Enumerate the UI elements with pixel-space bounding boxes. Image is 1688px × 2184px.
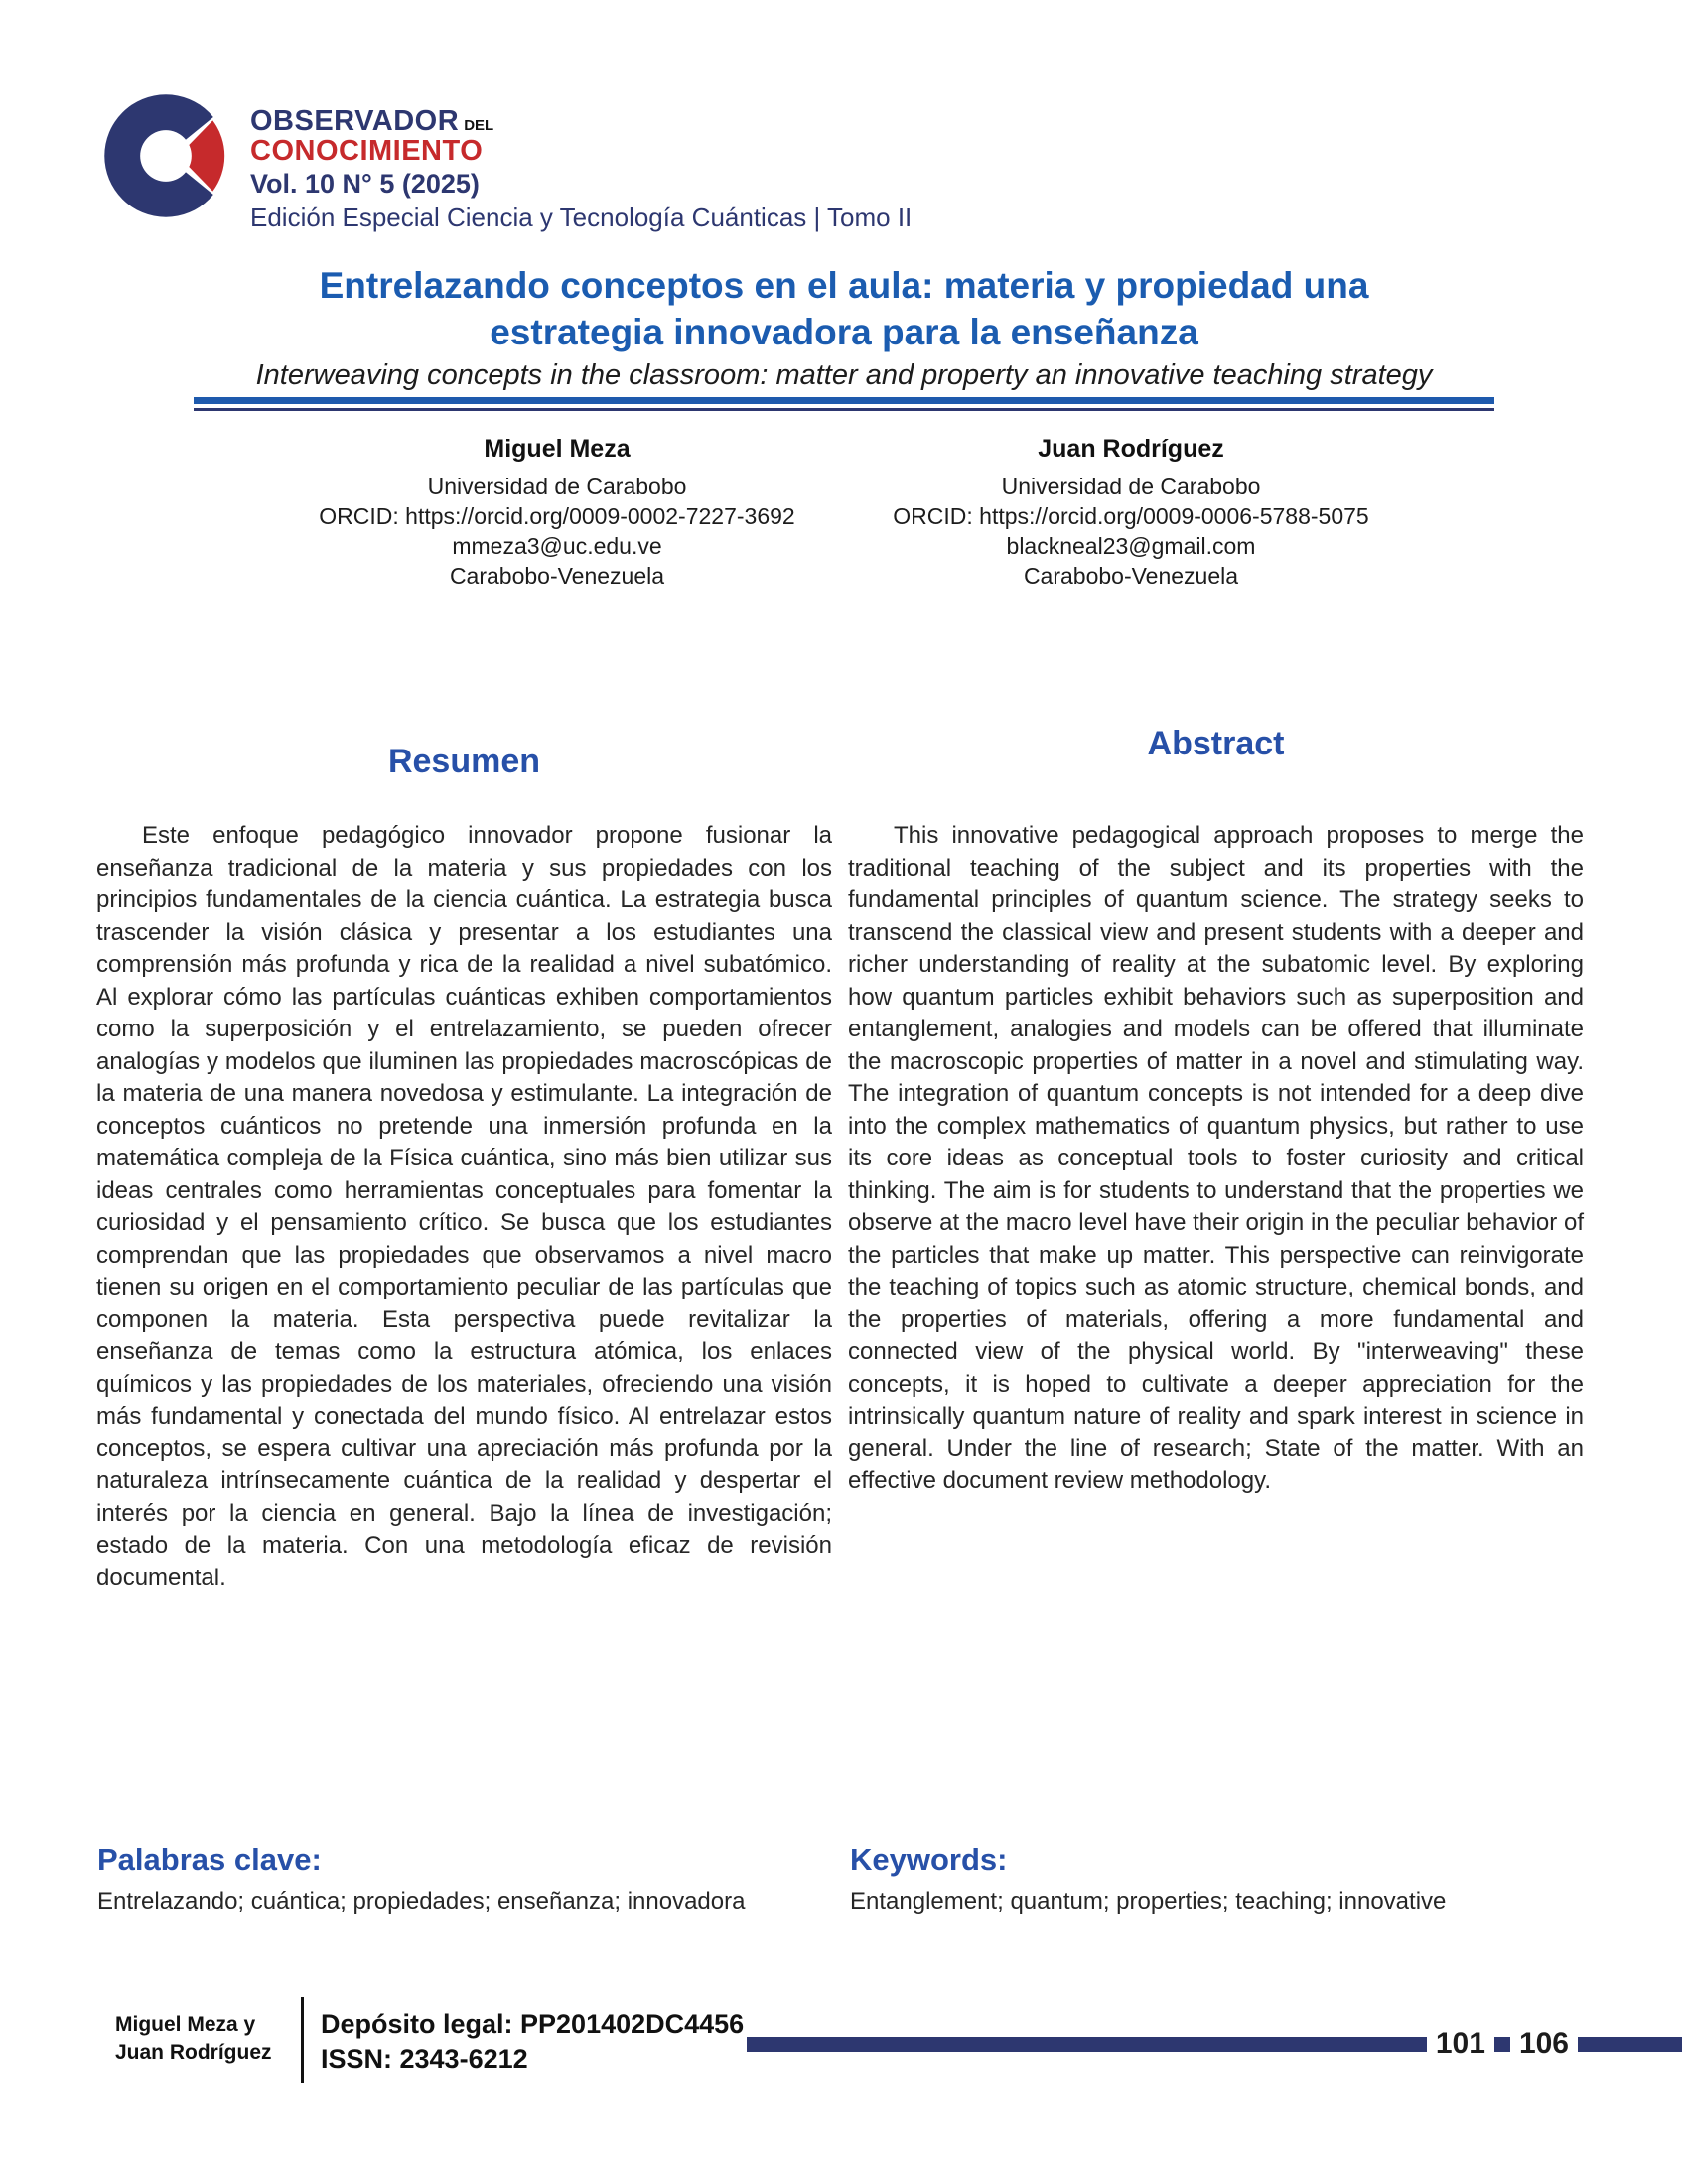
abstract-column [848, 707, 1584, 1594]
footer-authors [115, 2011, 272, 2067]
title-divider [194, 397, 1494, 411]
author-location: Carabobo-Venezuela [449, 563, 665, 589]
footer-bar-left [747, 2037, 1427, 2052]
palabras-clave-heading: Palabras clave: [97, 1843, 322, 1877]
journal-name-observador: OBSERVADOR [250, 105, 460, 137]
keywords-block [850, 1843, 1446, 1916]
abstract-columns [96, 707, 1584, 1594]
journal-name-del: DEL [464, 117, 494, 134]
issn: ISSN: 2343-6212 [321, 2044, 528, 2074]
journal-name-line [250, 105, 912, 138]
palabras-clave-list: Entrelazando; cuántica; propiedades; enseñanza; innovadora [97, 1888, 746, 1915]
author-orcid: ORCID: https://orcid.org/0009-0002-7227-3692 [319, 503, 795, 529]
keywords-list: Entanglement; quantum; properties; teaching; innovative [850, 1888, 1447, 1915]
footer-pagebar [747, 2027, 1682, 2061]
volume-info: Vol. 10 N° 5 (2025) [250, 169, 480, 199]
title-divider-thin-line [194, 408, 1494, 411]
author-name: Juan Rodríguez [1038, 435, 1224, 463]
footer-vertical-divider [301, 1997, 304, 2083]
title-divider-thick-line [194, 397, 1494, 404]
resumen-heading: Resumen [387, 743, 541, 780]
author-affiliation: Universidad de Carabobo [427, 474, 687, 499]
page-start: 101 [1435, 2027, 1485, 2060]
author-block-1 [294, 435, 820, 591]
footer-legal [321, 2007, 744, 2077]
resumen-body: Este enfoque pedagógico innovador propone fusionar la enseñanza tradicional de la materia y sus propiedades con los principios fundamentales de la ciencia cuántica. La estrategia busca trascender la visión clásica y presentar a los estudiantes una comprensión más profunda y rica de la realidad a nivel subatómico. Al explorar cómo las partículas cuánticas exhiben comportamientos como la superposición y el entrelazamiento, se pueden ofrecer analogías y modelos que iluminen las propiedades macroscópicas de la materia de una manera novedosa y estimulante. La integración de conceptos cuánticos no pretende una inmersión profunda en la matemática compleja de la Física cuántica, sino más bien utilizar sus ideas centrales como herramientas conceptuales para fomentar la curiosidad y el pensamiento crítico. Se busca que los estudiantes comprendan que las propiedades que observamos a nivel macro tienen su origen en el comportamiento peculiar de las partículas que componen la materia. Esta perspectiva puede revitalizar la enseñanza de temas como la estructura atómica, los enlaces químicos y las propiedades de los materiales, ofreciendo una visión más fundamental y conectada del mundo físico. Al entrelazar estos conceptos, se espera cultivar una apreciación más profunda por la naturaleza intrínsecamente cuántica de la realidad y despertar el interés por la ciencia en general. Bajo la línea de investigación; estado de la materia. Con una metodología eficaz de revisión documental. [96, 822, 832, 1591]
author-block-2 [868, 435, 1394, 591]
authors-row [0, 435, 1688, 591]
author-location: Carabobo-Venezuela [1023, 563, 1239, 589]
masthead-text [250, 93, 912, 233]
author-affiliation: Universidad de Carabobo [1001, 474, 1261, 499]
article-title-en: Interweaving concepts in the classroom: matter and property an innovative teaching strategy [255, 359, 1433, 391]
journal-name-conocimiento: CONOCIMIENTO [250, 135, 484, 167]
edition-info: Edición Especial Ciencia y Tecnología Cuánticas | Tomo II [250, 203, 913, 232]
page-separator-square-icon [1494, 2037, 1510, 2052]
footer-bar-right [1578, 2037, 1682, 2052]
deposito-legal: Depósito legal: PP201402DC4456 [321, 2009, 745, 2039]
abstract-heading: Abstract [1147, 725, 1285, 762]
keywords-heading: Keywords: [850, 1843, 1008, 1877]
journal-logo-icon [103, 93, 228, 218]
footer-author-line-1: Miguel Meza y [115, 2013, 256, 2036]
abstract-body: This innovative pedagogical approach proposes to merge the traditional teaching of the subject and its properties with the fundamental principles of quantum science. The strategy seeks to transcend the classical view and present students with a deeper and richer understanding of reality at the subatomic level. By exploring how quantum particles exhibit behaviors such as superposition and entanglement, analogies and models can be offered that illuminate the macroscopic properties of matter in a novel and stimulating way. The integration of quantum concepts is not intended for a deep dive into the complex mathematics of quantum physics, but rather to use its core ideas as conceptual tools to foster curiosity and critical thinking. The aim is for students to understand that the properties we observe at the macro level have their origin in the peculiar behavior of the particles that make up matter. This perspective can reinvigorate the teaching of topics such as atomic structure, chemical bonds, and the properties of materials, offering a more fundamental and connected view of the physical world. By "interweaving" these concepts, it is hoped to cultivate a deeper appreciation for the intrinsically quantum nature of reality and spark interest in science in general. Under the line of research; State of the matter. With an effective document review methodology. [848, 822, 1584, 1494]
palabras-clave-block [97, 1843, 745, 1916]
author-email: mmeza3@uc.edu.ve [452, 533, 662, 559]
author-name: Miguel Meza [484, 435, 631, 463]
masthead [103, 93, 912, 233]
resumen-column [96, 707, 832, 1594]
author-email: blackneal23@gmail.com [1006, 533, 1256, 559]
footer-author-line-2: Juan Rodríguez [115, 2041, 272, 2064]
page-end: 106 [1518, 2027, 1569, 2060]
article-title-es: Entrelazando conceptos en el aula: materia y propiedad una estrategia innovadora para la enseñanza [319, 265, 1369, 352]
author-orcid: ORCID: https://orcid.org/0009-0006-5788-5075 [893, 503, 1369, 529]
